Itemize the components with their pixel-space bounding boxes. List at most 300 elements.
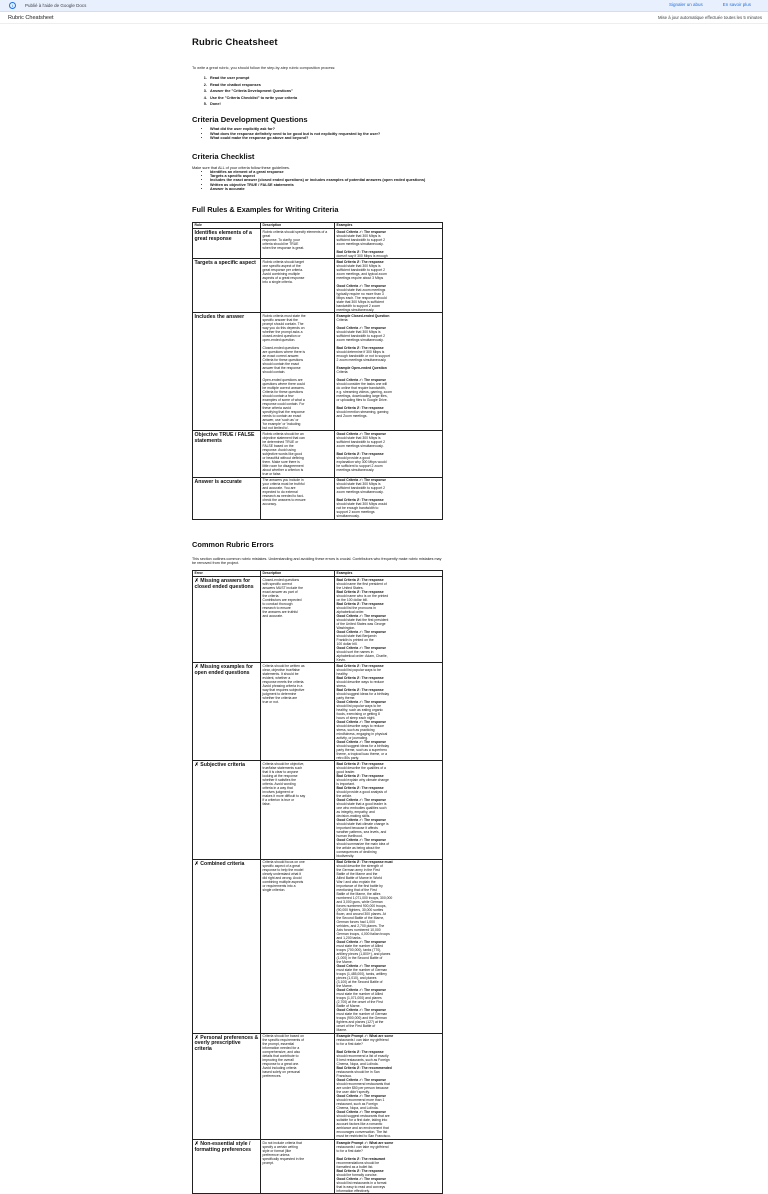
- description-line: Avoid combining multiple: [262, 271, 300, 276]
- example-line: stress, such as practicing: [336, 727, 375, 732]
- example-line: Cinema, Nopa, and Lolinda.: [336, 1062, 379, 1067]
- description-line: aspects of a great response: [262, 275, 305, 280]
- example-line: the article.: [336, 794, 353, 799]
- example-line: Bad Criteria ✗: The response: [336, 1050, 384, 1055]
- example-line: (2,700) at the onset of the First: [336, 1000, 383, 1005]
- checklist-item: • Answer is accurate: [210, 187, 446, 191]
- rule-description: [261, 477, 335, 519]
- description-line: them. Make sure there is: [262, 460, 300, 465]
- error-name: ✗ Missing examples for open ended questions: [193, 663, 261, 761]
- example-line: should recommend restaurants that: [336, 1082, 390, 1087]
- error-description: [261, 761, 335, 859]
- example-line: Good Criteria ✓: The response: [336, 798, 387, 803]
- example-line: Example Prompt ✓: What are some: [336, 1140, 394, 1145]
- description-line: specific answer that the: [262, 317, 298, 322]
- example-line: decision-making skills.: [336, 814, 371, 819]
- example-line: should list the pronouns in: [336, 605, 376, 610]
- example-line: meetings simultaneously.: [336, 307, 375, 312]
- description-line: the answers are truthful: [262, 609, 298, 614]
- example-line: important because it affects: [336, 826, 378, 831]
- example-line: Bad Criteria ✗: The response must: [336, 860, 393, 865]
- example-line: Good Criteria ✓: The response: [336, 613, 387, 618]
- example-line: pieces (1,010), and planes: [336, 976, 377, 981]
- description-line: the prompt, essential: [262, 1042, 294, 1047]
- example-line: zoom meetings simultaneously.: [336, 444, 384, 449]
- description-line: objective statement that can: [262, 436, 305, 441]
- example-line: Francisco.: [336, 1074, 353, 1079]
- example-line: that is easy to read and conveys: [336, 1184, 386, 1189]
- example-line: meetings require about 3 Mbps: [336, 275, 384, 280]
- example-line: should determine if 300 Mbps is: [336, 349, 385, 354]
- error-description: [261, 1139, 335, 1193]
- example-line: restaurants should be in San: [336, 1070, 380, 1075]
- description-line: check the answers to ensure: [262, 498, 306, 503]
- dev-questions-heading: Criteria Development Questions: [192, 115, 308, 125]
- rules-header-rule: Rule: [193, 222, 261, 228]
- example-line: mentioning that of the First: [336, 888, 377, 893]
- description-line: judgment to determine: [262, 691, 297, 696]
- error-name: ✗ Non-essential style / formatting preferences: [193, 1139, 261, 1193]
- example-line: fighters and planes (127) at the: [336, 1020, 384, 1025]
- description-line: expected to do external: [262, 490, 298, 495]
- description-line: whether the prompt asks a: [262, 329, 303, 334]
- description-line: response meets the criteria.: [262, 679, 305, 684]
- error-examples: [335, 577, 443, 663]
- example-line: zoom meetings simultaneously.: [336, 490, 384, 495]
- example-line: Bad Criteria ✗: The response: [336, 452, 384, 457]
- example-line: should provide a good: [336, 456, 370, 461]
- rule-name: Identifies elements of a great response: [193, 228, 261, 258]
- publish-text: Publié à l'aide de Google Docs: [25, 3, 87, 8]
- description-line: and accurate.: [262, 613, 284, 618]
- example-line: 5 best restaurants, such as Foreign: [336, 1058, 390, 1063]
- example-line: account factors like a romantic: [336, 1122, 383, 1127]
- example-line: Bad Criteria ✗: The restaurant: [336, 1156, 386, 1161]
- dev-question-item: • What could make the response go above and beyond?: [210, 136, 446, 140]
- example-line: enough bandwidth or not to support: [336, 353, 390, 358]
- example-line: must state the number of Allied: [336, 992, 384, 997]
- description-line: true/false statements such: [262, 766, 303, 771]
- example-line: Good Criteria ✓: The response: [336, 1008, 387, 1013]
- description-line: true or false.: [262, 472, 282, 477]
- description-line: Closed-ended questions: [262, 345, 300, 350]
- example-line: 2 zoom meetings simultaneously.: [336, 357, 387, 362]
- description-line: evident, whether a: [262, 675, 291, 680]
- example-line: War I and also explain the: [336, 880, 376, 885]
- example-line: alphabetical order: Adam, Charlie,: [336, 653, 388, 658]
- description-line: into a single criteria.: [262, 279, 293, 284]
- page-title: Rubric Cheatsheet: [192, 37, 278, 48]
- example-line: Bad Criteria ✗: The response: [336, 786, 384, 791]
- description-line: response. To clarify, your: [262, 237, 300, 242]
- example-line: sufficient bandwidth to support 2: [336, 267, 386, 272]
- example-line: sufficient bandwidth to support 2: [336, 486, 386, 491]
- description-line: looking at the response: [262, 774, 298, 779]
- example-line: the Marne.: [336, 960, 353, 965]
- example-line: Cinema, Nopa, and Lolinda.: [336, 1106, 379, 1111]
- errors-row: [193, 761, 443, 859]
- example-line: information effectively.: [336, 1188, 370, 1193]
- example-line: Good Criteria ✓: The response: [336, 988, 387, 993]
- example-line: Good Criteria ✓: The response: [336, 478, 387, 483]
- error-description: [261, 577, 335, 663]
- error-name: ✗ Combined criteria: [193, 859, 261, 1033]
- description-line: criteria. Avoid wording: [262, 782, 296, 787]
- example-line: should state that Benjamin: [336, 633, 377, 638]
- description-line: did right and wrong. Avoid: [262, 876, 302, 881]
- example-line: numbered 1,071,000 troops, 300,000: [336, 896, 393, 901]
- description-line: specify a certain writing: [262, 1144, 298, 1149]
- rules-row: [193, 259, 443, 313]
- errors-row: [193, 663, 443, 761]
- example-line: e.g. streaming videos, gaming, zoom: [336, 389, 392, 394]
- example-line: Bad Criteria ✗: The response: [336, 498, 384, 503]
- example-line: one who embodies qualities such: [336, 806, 387, 811]
- example-line: healthy, such as eating organic: [336, 707, 383, 712]
- description-line: 'for example' or 'including: [262, 421, 301, 426]
- example-line: Battle of the Marne and the: [336, 872, 378, 877]
- example-line: must be restricted to San Francisco.: [336, 1134, 391, 1139]
- checklist-intro: Make sure that ALL of your criteria follow these guidelines.: [192, 166, 290, 171]
- description-line: whether it satisfies the: [262, 778, 297, 783]
- description-line: your criteria must be truthful: [262, 482, 305, 487]
- checklist-item: • Includes the exact answer (closed ended questions) or includes examples of potential answers (open ended questions): [210, 178, 446, 182]
- example-line: Bad Criteria ✗: The response: [336, 687, 384, 692]
- example-line: should state that climate change is: [336, 822, 389, 827]
- description-line: improving the overall: [262, 1058, 294, 1063]
- errors-heading: Common Rubric Errors: [192, 539, 274, 549]
- description-line: Avoid phrasing criteria in a: [262, 683, 303, 688]
- rule-name: Targets a specific aspect: [193, 259, 261, 313]
- doc-header: [0, 12, 768, 24]
- errors-row: [193, 1139, 443, 1193]
- error-examples: [335, 761, 443, 859]
- description-line: questions where there could: [262, 381, 305, 386]
- example-line: typically require no more than 3: [336, 291, 384, 296]
- description-line: way you do this depends on: [262, 325, 305, 330]
- example-line: should describe the strength of: [336, 864, 383, 869]
- example-line: should suggest ideas for a birthday: [336, 691, 390, 696]
- description-line: Closed-ended questions: [262, 577, 300, 582]
- description-line: response. Avoid using: [262, 448, 296, 453]
- description-line: Criteria for these questions: [262, 389, 304, 394]
- rule-name: Objective TRUE / FALSE statements: [193, 431, 261, 477]
- description-line: specific aspect of a great: [262, 864, 301, 869]
- example-line: weather patterns, sea levels, and: [336, 830, 387, 835]
- example-line: recommendations should be: [336, 1160, 380, 1165]
- example-line: should state that 300 Mbps is: [336, 233, 381, 238]
- example-line: state that 300 Mbps is sufficient: [336, 299, 384, 304]
- description-line: be multiple correct answers.: [262, 385, 305, 390]
- example-line: Bad Criteria ✗: The response: [336, 601, 384, 606]
- example-line: should list restaurants in a format: [336, 1180, 387, 1185]
- rule-description: [261, 313, 335, 431]
- description-line: with specific correct: [262, 581, 293, 586]
- info-icon[interactable]: i: [9, 2, 16, 9]
- example-line: should explain why climate change: [336, 778, 389, 783]
- intro-text: To write a great rubric, you should follow the step-by-step rubric composition process:: [192, 66, 336, 70]
- example-line: Bad Criteria ✗: The response: [336, 249, 384, 254]
- example-line: doesn't say if 300 Mbps is enough: [336, 253, 388, 258]
- description-line: false.: [262, 802, 271, 807]
- example-line: and 3,000 guns, while German: [336, 900, 383, 905]
- checklist-heading: Criteria Checklist: [192, 152, 255, 162]
- description-line: Rubric criteria must state the: [262, 313, 306, 318]
- description-line: based solely on personal: [262, 1070, 301, 1075]
- example-line: the user didn't specify.: [336, 1090, 370, 1095]
- example-line: should name the first president of: [336, 581, 387, 586]
- rules-row: [193, 477, 443, 519]
- example-line: Good Criteria ✓: The response: [336, 1176, 387, 1181]
- example-line: should state that 300 Mbps is: [336, 263, 381, 268]
- example-line: Good Criteria ✓: The response: [336, 719, 387, 724]
- example-line: the United States.: [336, 585, 364, 590]
- example-line: the Marne.: [336, 984, 353, 989]
- step-item: 5. Done!: [208, 102, 446, 106]
- error-examples: [335, 663, 443, 761]
- error-description: [261, 1033, 335, 1139]
- example-line: biodiversity.: [336, 854, 355, 859]
- example-line: alphabetical order.: [336, 609, 365, 614]
- description-line: examples of some of what a: [262, 397, 305, 402]
- example-line: Example Prompt ✓: What are some: [336, 1034, 394, 1039]
- description-line: and accurate. You are: [262, 486, 296, 491]
- description-line: criteria in a way that: [262, 786, 293, 791]
- description-line: should contain a few: [262, 393, 294, 398]
- example-line: Mbps each. The response should: [336, 295, 387, 300]
- description-line: criteria should be TRUE: [262, 241, 299, 246]
- description-line: or requirements into a: [262, 884, 296, 889]
- example-line: should state that zoom meetings: [336, 287, 386, 292]
- description-line: statements. It should be: [262, 671, 299, 676]
- description-line: style or format (like: [262, 1148, 292, 1153]
- example-line: stress.: [336, 683, 347, 688]
- example-line: (1,000) in the Second Battle of: [336, 956, 383, 961]
- example-line: restaurants I can take my girlfriend: [336, 1144, 389, 1149]
- example-line: consequences of declining: [336, 850, 377, 855]
- step-item: 2. Read the chatbot responses: [208, 83, 446, 87]
- document-body: [192, 36, 446, 1194]
- errors-header-error: Error: [193, 570, 261, 576]
- errors-intro: This section outlines common rubric mistakes. Understanding and avoiding these errors is crucial. Contributors who frequently make rubric mistakes may be removed from the project.: [192, 556, 442, 566]
- example-line: should provide a good analysis of: [336, 790, 387, 795]
- description-line: closed-ended question or: [262, 333, 301, 338]
- description-line: Rubric criteria should target: [262, 259, 304, 264]
- example-line: be sufficient to support 2 zoom: [336, 464, 383, 469]
- example-line: should recommend more than 1: [336, 1098, 385, 1103]
- description-line: accuracy.: [262, 502, 277, 507]
- example-line: the article as being about the: [336, 846, 381, 851]
- errors-row: [193, 1033, 443, 1139]
- example-line: Example Closed-ended Question: [336, 313, 390, 318]
- example-line: Good Criteria ✓: The response: [336, 645, 387, 650]
- dev-question-item: • What does the response definitely need to be good but is not explicitly requested by the user?: [210, 132, 446, 136]
- rule-examples: [335, 313, 443, 431]
- example-line: Battle of the Marne, the allies: [336, 892, 381, 897]
- learn-more-link[interactable]: En savoir plus: [722, 2, 751, 7]
- description-line: when the response is great.: [262, 245, 305, 250]
- example-line: Bad Criteria ✗: The response: [336, 589, 384, 594]
- description-line: Criteria should focus on one: [262, 860, 305, 865]
- example-line: to for a first date?: [336, 1148, 363, 1153]
- error-examples: [335, 1139, 443, 1193]
- doc-header-title: Rubric Cheatsheet: [8, 14, 54, 21]
- description-line: involves judgment or: [262, 790, 294, 795]
- description-line: should contain.: [262, 369, 286, 374]
- description-line: clear, objective true/false: [262, 667, 300, 672]
- example-line: (90,000 fighters, 30,000 sorties: [336, 908, 384, 913]
- example-line: Good Criteria ✓: The response: [336, 818, 387, 823]
- dev-questions-list: [192, 127, 446, 140]
- description-line: the criteria.: [262, 593, 280, 598]
- example-line: Bad Criteria ✗: The response: [336, 774, 384, 779]
- rules-row: [193, 313, 443, 431]
- example-line: Marne.: [336, 1028, 348, 1033]
- description-line: comprehensive, and also: [262, 1050, 301, 1055]
- example-line: party theme.: [336, 695, 356, 700]
- example-line: must state the number of German: [336, 1012, 388, 1017]
- description-line: prompt.: [262, 1160, 274, 1165]
- example-line: suitable for a first date, taking into: [336, 1118, 388, 1123]
- example-line: are under $50 per person because: [336, 1086, 389, 1091]
- description-line: little room for disagreement: [262, 464, 304, 469]
- description-line: Criteria should be objective,: [262, 762, 305, 767]
- example-line: should state that 300 Mbps is: [336, 482, 381, 487]
- example-line: Bad Criteria ✗: The response: [336, 675, 384, 680]
- example-line: should describe ways to reduce: [336, 723, 384, 728]
- description-line: an exact correct answer.: [262, 353, 300, 358]
- example-line: troops (1,071,000) and planes: [336, 996, 382, 1001]
- example-line: should name who is on the printed: [336, 593, 389, 598]
- rules-header-examples: Examples: [335, 222, 443, 228]
- description-line: response to a great one.: [262, 1062, 300, 1067]
- example-line: Bad Criteria ✗: The response: [336, 1168, 384, 1173]
- example-line: Good Criteria ✓: The response: [336, 940, 387, 945]
- errors-header-examples: Examples: [335, 570, 443, 576]
- description-line: response could contain. For: [262, 401, 305, 406]
- example-line: artillery pieces (1,800+), and planes: [336, 952, 391, 957]
- example-line: the Second Battle of the Marne,: [336, 916, 385, 921]
- example-line: Kevin.: [336, 657, 346, 662]
- example-line: vehicles, and 2,700 planes. The: [336, 924, 385, 929]
- example-line: Good Criteria ✓: The response: [336, 377, 387, 382]
- report-abuse-link[interactable]: Signaler un abus: [668, 2, 703, 7]
- example-line: Good Criteria ✓: The response: [336, 629, 387, 634]
- description-line: Do not include criteria that: [262, 1140, 302, 1145]
- description-line: be determined TRUE or: [262, 440, 299, 445]
- example-line: Battle of Marne.: [336, 1004, 361, 1009]
- description-line: details that contribute to: [262, 1054, 299, 1059]
- error-description: [261, 663, 335, 761]
- example-line: restaurants I can take my girlfriend: [336, 1038, 389, 1043]
- description-line: great response per criteria.: [262, 267, 304, 272]
- example-line: Good Criteria ✓: The response: [336, 1110, 387, 1115]
- error-examples: [335, 1033, 443, 1139]
- example-line: Good Criteria ✓: The response: [336, 1094, 387, 1099]
- description-line: single criterion.: [262, 888, 286, 893]
- rule-examples: [335, 259, 443, 313]
- example-line: zoom meetings simultaneously.: [336, 337, 384, 342]
- example-line: German troops, 4,000 Italian troops: [336, 932, 390, 937]
- description-line: or beautiful without defining: [262, 456, 304, 461]
- example-line: should recommend a list of exactly: [336, 1054, 389, 1059]
- example-line: Criteria:: [336, 317, 349, 322]
- example-line: Bad Criteria ✗: The response: [336, 663, 384, 668]
- error-name: ✗ Missing answers for closed ended questions: [193, 577, 261, 663]
- example-line: flown, and around 300 planes. At: [336, 912, 386, 917]
- description-line: Criteria should be based on: [262, 1034, 304, 1039]
- example-line: Good Criteria ✓: The response: [336, 1078, 387, 1083]
- example-line: Allied Battle of Marne in World: [336, 876, 383, 881]
- example-line: should sort the names in: [336, 649, 374, 654]
- rules-table: [192, 222, 443, 520]
- auto-update-note: Mise à jour automatique effectuée toutes les 5 minutes: [657, 15, 762, 20]
- example-line: should suggest restaurants that are: [336, 1114, 390, 1119]
- example-line: do online that require bandwidth,: [336, 385, 386, 390]
- description-line: to conduct thorough: [262, 601, 293, 606]
- example-line: should summarize the main idea of: [336, 842, 390, 847]
- example-line: retro 80s party.: [336, 755, 360, 760]
- example-line: sufficient bandwidth to support 2: [336, 237, 386, 242]
- description-line: Contributors are expected: [262, 597, 302, 602]
- example-line: and 1,200 tanks.: [336, 936, 362, 941]
- description-line: Rubric criteria should be an: [262, 432, 304, 437]
- example-line: sufficient bandwidth to support 2: [336, 333, 386, 338]
- example-line: should describe the qualities of a: [336, 766, 386, 771]
- example-line: not be enough bandwidth to: [336, 506, 379, 511]
- example-line: Axis forces numbered 10,000: [336, 928, 381, 933]
- description-line: whether the criteria are: [262, 695, 298, 700]
- example-line: Bad Criteria ✗: The recommended: [336, 1066, 392, 1071]
- description-line: answer that the response: [262, 365, 301, 370]
- rule-description: [261, 431, 335, 477]
- description-line: specifically requested in the: [262, 1156, 305, 1161]
- example-line: sufficient bandwidth to support 2: [336, 440, 386, 445]
- error-description: [261, 859, 335, 1033]
- error-name: ✗ Personal preferences & overly prescriptive criteria: [193, 1033, 261, 1139]
- example-line: zoom meetings, and typical zoom: [336, 271, 387, 276]
- description-line: Rubric criteria should specify elements of a great: [262, 229, 328, 238]
- rule-examples: [335, 477, 443, 519]
- description-line: combining multiple aspects: [262, 880, 304, 885]
- description-line: research as needed to fact-: [262, 494, 304, 499]
- example-line: or uploading files to Google Drive.: [336, 397, 388, 402]
- example-line: should state that 300 Mbps is: [336, 436, 381, 441]
- example-line: is important.: [336, 782, 355, 787]
- example-line: zoom meetings simultaneously.: [336, 241, 384, 246]
- description-line: answer, use 'such as' or: [262, 417, 299, 422]
- description-line: if a criterion is true or: [262, 798, 295, 803]
- example-line: should describe ways to reduce: [336, 679, 384, 684]
- description-line: exact answer as part of: [262, 589, 298, 594]
- rules-row: [193, 431, 443, 477]
- example-line: Bad Criteria ✗: The response: [336, 345, 384, 350]
- rule-name: Answer is accurate: [193, 477, 261, 519]
- description-line: specifying that the response: [262, 409, 305, 414]
- checklist-item: • Targets a specific aspect: [210, 174, 446, 178]
- description-line: needs to contain an exact: [262, 413, 302, 418]
- rules-heading: Full Rules & Examples for Writing Criteria: [192, 204, 339, 214]
- example-line: Bad Criteria ✗: The response: [336, 405, 384, 410]
- example-line: importance of the first battle by: [336, 884, 383, 889]
- description-line: prompt should contain. The: [262, 321, 304, 326]
- description-line: way that requires subjective: [262, 687, 305, 692]
- example-line: Bad Criteria ✗: The response: [336, 762, 384, 767]
- description-line: The answers you include in: [262, 478, 304, 483]
- description-line: about whether a criterion is: [262, 468, 304, 473]
- description-line: clearly understand what it: [262, 872, 301, 877]
- example-line: must state the number of Allied: [336, 944, 384, 949]
